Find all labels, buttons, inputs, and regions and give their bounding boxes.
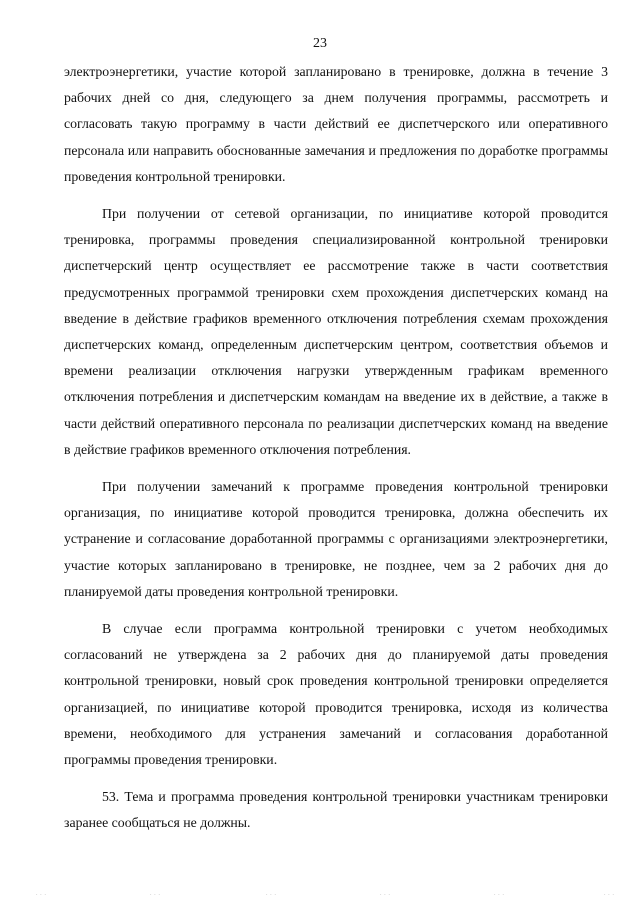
paragraph-continuation: электроэнергетики, участие которой запланировано в тренировке, должна в течение 3 рабочих дней со дня, следующего за днем получения программы, рассмотреть и согласовать такую программу в части действий ее диспетчерского или оперативного персонала или направить обоснованные замечания и предложения по доработке программы проведения контрольной тренировки. <box>64 64 608 184</box>
scan-mark: · · · <box>494 892 505 898</box>
paragraph-remarks: При получении замечаний к программе проведения контрольной тренировки организация, по инициативе которой проводится тренировка, должна обеспечить их устранение и согласование доработанной программы с организациями электроэнергетики, участие которых запланировано в тренировке, не позднее, чем за 2 рабочих дня до планируемой даты проведения контрольной тренировки. <box>64 479 608 599</box>
scan-mark: · · · <box>266 892 277 898</box>
page-number: 23 <box>313 36 327 51</box>
scan-mark: · · · <box>150 892 161 898</box>
paragraph-item-53: 53. Тема и программа проведения контрольной тренировки участникам тренировки заранее сообщаться не должны. <box>64 789 608 831</box>
paragraph-not-approved: В случае если программа контрольной тренировки с учетом необходимых согласований не утверждена за 2 рабочих дня до планируемой даты проведения контрольной тренировки, новый срок проведения контрольной тренировки определяется организацией, по инициативе которой проводится тренировка, исходя из количества времени, необходимого для устранения замечаний и согласования доработанной программы проведения тренировки. <box>64 621 608 768</box>
document-body <box>64 59 608 848</box>
paragraph-network-organization: При получении от сетевой организации, по инициативе которой проводится тренировка, программы проведения специализированной контрольной тренировки диспетчерский центр осуществляет ее рассмотрение также в части соответствия предусмотренных программой тренировки схем прохождения диспетчерских команд на введение в действие графиков временного отключения потребления схемам прохождения диспетчерских команд, определенным диспетчерским центром, соответствия объемов и времени реализации отключения нагрузки утвержденным графикам временного отключения потребления и диспетчерским командам на введение их в действие, а также в части действий оперативного персонала по реализации диспетчерских команд на введение в действие графиков временного отключения потребления. <box>64 206 608 457</box>
scan-footer-marks <box>0 892 640 902</box>
scan-mark: · · · <box>36 892 47 898</box>
scan-mark: · · · <box>604 892 615 898</box>
scan-mark: · · · <box>380 892 391 898</box>
